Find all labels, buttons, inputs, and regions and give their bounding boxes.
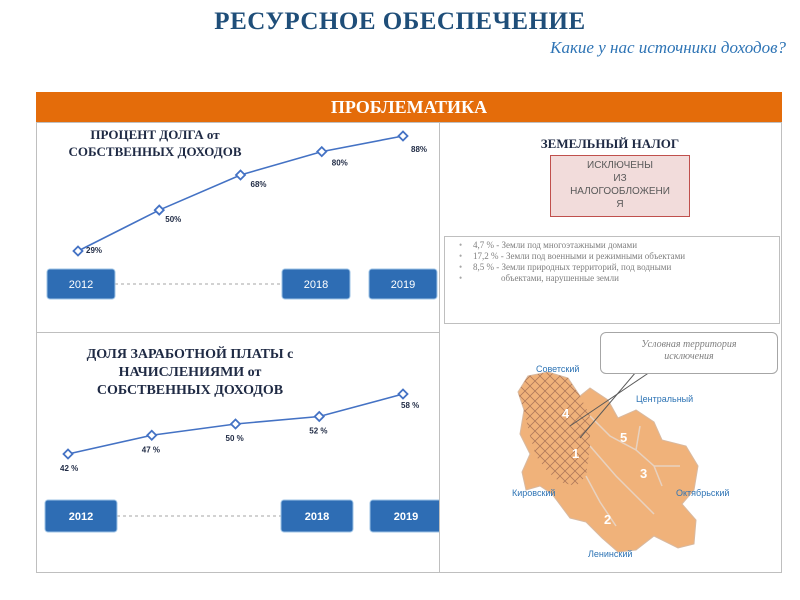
year-tick-label: 2012: [68, 511, 94, 523]
district-number: 1: [572, 446, 580, 461]
excluded-box: [550, 155, 690, 217]
data-label: 29%: [86, 246, 103, 255]
district-number: 3: [640, 466, 648, 481]
data-point: [236, 170, 245, 179]
year-tick-label: 2012: [68, 279, 94, 291]
data-point: [315, 412, 324, 421]
district-number: 5: [620, 430, 628, 445]
data-label: 52 %: [309, 426, 328, 436]
data-label: 50 %: [225, 434, 244, 443]
land-tax-title: ЗЕМЕЛЬНЫЙ НАЛОГ: [540, 136, 680, 151]
excluded-line4: Я: [616, 199, 624, 210]
exclusion-item: • 4,7 % - Земли под многоэтажными домами: [461, 240, 773, 251]
data-point: [147, 431, 156, 440]
chart1-title-line1: ПРОЦЕНТ ДОЛГА от: [90, 127, 220, 142]
year-tick-label: 2019: [390, 279, 416, 291]
data-label: 50%: [165, 215, 182, 225]
data-label: 42 %: [60, 464, 79, 473]
data-point: [399, 390, 408, 399]
year-tick-label: 2019: [393, 511, 419, 523]
district-label: Октябрьский: [676, 488, 730, 498]
district-label: Советский: [536, 364, 580, 374]
chart2-title-line1: ДОЛЯ ЗАРАБОТНОЙ ПЛАТЫ с: [86, 347, 294, 362]
page-subtitle: Какие у нас источники доходов?: [550, 38, 786, 57]
debt-chart: [36, 122, 439, 332]
section-banner: ПРОБЛЕМАТИКА: [36, 92, 782, 122]
data-point: [317, 147, 326, 156]
data-point: [231, 420, 240, 429]
district-number: 4: [562, 406, 570, 421]
data-label: 58 %: [401, 401, 420, 410]
page-title: РЕСУРСНОЕ ОБЕСПЕЧЕНИЕ: [214, 8, 586, 35]
chart2-title-line3: СОБСТВЕННЫХ ДОХОДОВ: [96, 383, 284, 398]
data-label: 47 %: [141, 445, 160, 455]
district-label: Центральный: [636, 394, 694, 404]
excluded-line3: НАЛОГООБЛОЖЕНИ: [570, 186, 670, 197]
data-label: 88%: [411, 145, 428, 154]
exclusion-item: • объектами, нарушенные земли: [461, 273, 773, 284]
callout-line1: Условная территория: [641, 339, 737, 350]
data-point: [74, 247, 83, 256]
callout-line2: исключения: [664, 351, 714, 362]
excluded-line2: ИЗ: [613, 173, 627, 184]
data-label: 80%: [331, 158, 348, 168]
district-label: Ленинский: [588, 549, 633, 559]
series-line: [78, 136, 403, 251]
data-label: 68%: [250, 179, 267, 189]
year-tick-label: 2018: [303, 279, 329, 291]
district-label: Кировский: [512, 488, 556, 498]
exclusion-callout: [600, 332, 778, 374]
exclusion-item: • 8,5 % - Земли природных территорий, под водными: [461, 262, 773, 273]
data-point: [155, 206, 164, 215]
district-number: 2: [604, 512, 612, 527]
salary-chart: [36, 333, 439, 571]
exclusions-list: [444, 236, 780, 324]
data-point: [64, 450, 73, 459]
exclusion-item: • 17,2 % - Земли под военными и режимными объектами: [461, 251, 773, 262]
chart1-title-line2: СОБСТВЕННЫХ ДОХОДОВ: [68, 144, 242, 159]
data-point: [399, 132, 408, 141]
excluded-line1: ИСКЛЮЧЕНЫ: [587, 160, 653, 171]
chart2-title-line2: НАЧИСЛЕНИЯМИ от: [118, 365, 262, 380]
year-tick-label: 2018: [304, 511, 330, 523]
